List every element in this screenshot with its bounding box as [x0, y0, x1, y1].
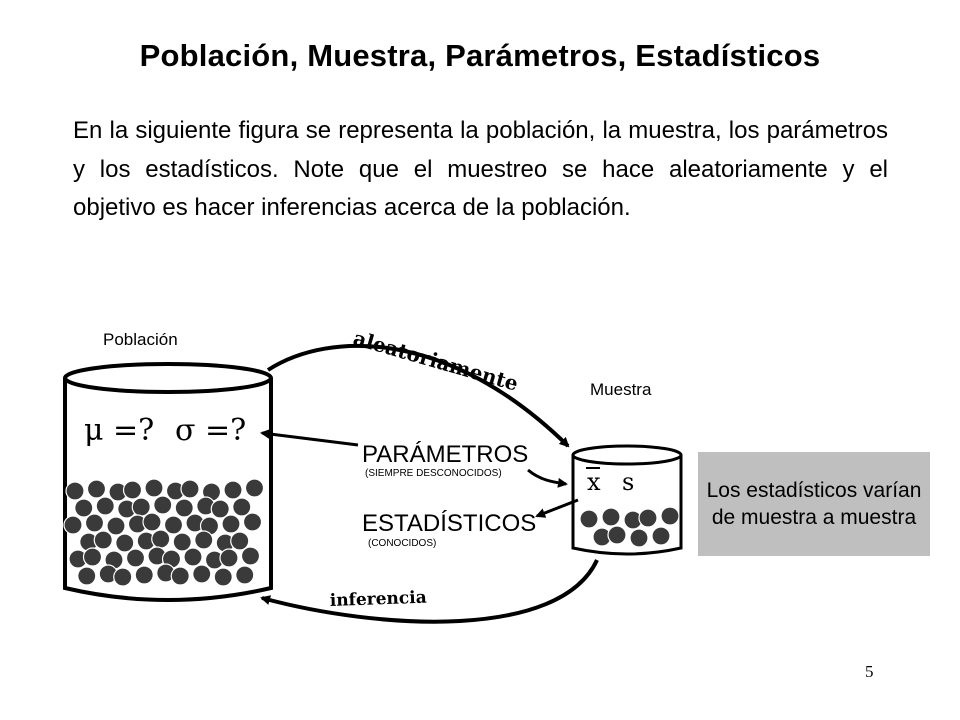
ball: [214, 568, 232, 586]
ball: [88, 480, 106, 498]
estadisticos-subtext: (CONOCIDOS): [368, 538, 437, 549]
ball: [135, 566, 153, 584]
ball: [96, 497, 114, 515]
population-balls: [64, 479, 264, 586]
ball: [127, 549, 145, 567]
page-number: 5: [865, 662, 874, 681]
ball: [78, 567, 96, 585]
ball: [84, 548, 102, 566]
ball: [184, 548, 202, 566]
aleatoriamente-text: aleatoriamente: [350, 325, 521, 396]
ball: [171, 567, 189, 585]
ball: [652, 527, 670, 545]
ball: [181, 480, 199, 498]
ball: [244, 513, 262, 531]
ball: [75, 499, 93, 517]
ball: [154, 496, 172, 514]
ball: [86, 514, 104, 532]
inferencia-text: inferencia: [329, 587, 428, 611]
ball: [580, 510, 598, 528]
estadisticos-text: ESTADÍSTICOS: [362, 510, 537, 537]
ball: [233, 498, 251, 516]
ball: [145, 479, 163, 497]
parametros-subtext: (SIEMPRE DESCONOCIDOS): [365, 468, 502, 479]
sigma-symbol: σ =?: [175, 413, 247, 448]
mu-symbol: μ =?: [84, 413, 155, 448]
ball: [224, 481, 242, 499]
ball: [107, 517, 125, 535]
s-symbol: s: [622, 468, 635, 496]
ball: [195, 531, 213, 549]
poblacion-label: Población: [103, 330, 178, 349]
parametros-text: PARÁMETROS: [362, 441, 529, 468]
ball: [132, 498, 150, 516]
intro-paragraph: En la siguiente figura se representa la población, la muestra, los parámetros y los estadísticos. Note que el muestreo se hace aleatoriamente y el objetivo es hacer inferencias acerca de la población.: [73, 117, 888, 221]
ball: [231, 532, 249, 550]
parametros-sample-arrow: [528, 470, 566, 484]
sample-balls: [580, 507, 679, 547]
ball: [143, 513, 161, 531]
ball: [211, 500, 229, 518]
ball: [246, 479, 264, 497]
ball: [608, 526, 626, 544]
ball: [242, 547, 260, 565]
parametros-arrow: [262, 433, 358, 445]
ball: [639, 509, 657, 527]
ball: [114, 568, 132, 586]
ball: [222, 515, 240, 533]
ball: [66, 482, 84, 500]
ball: [236, 566, 254, 584]
ball: [220, 549, 238, 567]
ball: [165, 516, 183, 534]
ball: [64, 516, 82, 534]
muestra-label: Muestra: [590, 380, 652, 399]
note-box: Los estadísticos varían de muestra a muestra: [698, 452, 930, 556]
inferencia-arrow: [262, 560, 597, 622]
ball: [116, 534, 134, 552]
ball: [193, 565, 211, 583]
ball: [175, 499, 193, 517]
ball: [661, 507, 679, 525]
ball: [124, 481, 142, 499]
slide-title: Población, Muestra, Parámetros, Estadísticos: [139, 38, 821, 73]
ball: [94, 531, 112, 549]
ball: [602, 508, 620, 526]
ball: [152, 530, 170, 548]
xbar-symbol: x: [587, 468, 601, 496]
ball: [630, 529, 648, 547]
ball: [173, 533, 191, 551]
